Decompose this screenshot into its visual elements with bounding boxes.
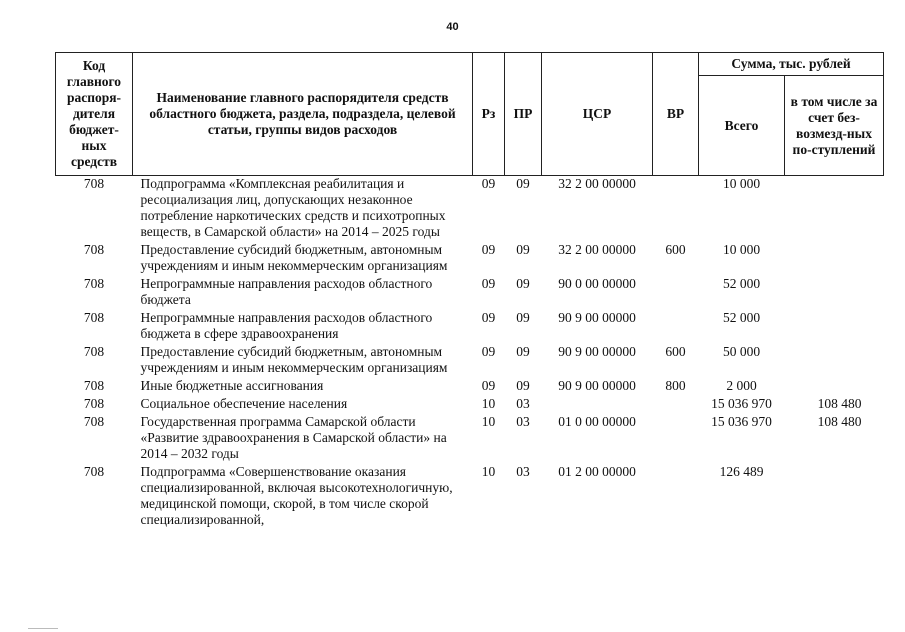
header-total: Всего <box>699 76 785 176</box>
cell-rz: 09 <box>481 242 496 257</box>
cell-code: 708 <box>83 396 105 411</box>
table-row <box>56 176 884 243</box>
cell-rz: 10 <box>481 396 496 411</box>
cell-vr: 600 <box>665 344 686 359</box>
cell-rz: 09 <box>481 378 496 393</box>
cell-pr: 03 <box>516 396 530 411</box>
cell-rz: 09 <box>481 276 496 291</box>
cell-csr: 90 9 00 00000 <box>558 310 636 325</box>
table-row <box>56 242 884 276</box>
cell-vr <box>653 414 699 464</box>
header-name: Наименование главного распорядителя средств областного бюджета, раздела, подраздела, целевой статьи, группы видов расходов <box>133 53 473 176</box>
cell-pr: 09 <box>516 344 530 359</box>
cell-vr: 600 <box>665 242 686 257</box>
cell-total: 2 000 <box>726 378 757 393</box>
cell-pr: 09 <box>516 310 530 325</box>
cell-csr: 01 2 00 00000 <box>558 464 636 479</box>
cell-free <box>785 242 884 276</box>
cell-code: 708 <box>83 176 105 191</box>
cell-vr <box>653 276 699 310</box>
cell-vr <box>653 396 699 414</box>
cell-name: Подпрограмма «Совершенствование оказания специализированной, включая высокотехнологичную, медицинской помощи, скорой, в том числе скорой специализированной, <box>140 464 453 527</box>
cell-pr: 09 <box>516 176 530 191</box>
scan-edge-mark <box>28 628 58 629</box>
cell-free <box>785 176 884 243</box>
cell-csr: 90 9 00 00000 <box>558 344 636 359</box>
header-free: в том числе за счет без-возмезд-ных по-ступлений <box>785 76 884 176</box>
header-csr: ЦСР <box>542 53 653 176</box>
cell-name: Подпрограмма «Комплексная реабилитация и ресоциализация лиц, допускающих незаконное потребление наркотических средств и психотропных веществ, в Самарской области» на 2014 – 2025 годы <box>140 176 446 239</box>
cell-vr <box>653 176 699 243</box>
cell-name: Предоставление субсидий бюджетным, автономным учреждениям и иным некоммерческим организациям <box>140 242 448 273</box>
cell-free <box>785 310 884 344</box>
cell-csr: 90 9 00 00000 <box>558 378 636 393</box>
header-vr: ВР <box>653 53 699 176</box>
cell-code: 708 <box>83 310 105 325</box>
cell-csr: 32 2 00 00000 <box>558 242 636 257</box>
cell-code: 708 <box>83 414 105 429</box>
cell-rz: 09 <box>481 176 496 191</box>
cell-total: 15 036 970 <box>711 396 772 411</box>
cell-csr: 01 0 00 00000 <box>558 414 636 429</box>
cell-vr: 800 <box>665 378 686 393</box>
cell-total: 15 036 970 <box>711 414 772 429</box>
table-row <box>56 344 884 378</box>
cell-pr: 09 <box>516 378 530 393</box>
cell-code: 708 <box>83 242 105 257</box>
cell-pr: 09 <box>516 276 530 291</box>
cell-free: 108 480 <box>817 414 862 429</box>
table-header <box>56 53 884 176</box>
cell-code: 708 <box>83 378 105 393</box>
cell-total: 126 489 <box>719 464 764 479</box>
table-row <box>56 310 884 344</box>
cell-free <box>785 276 884 310</box>
cell-total: 10 000 <box>722 176 761 191</box>
cell-rz: 10 <box>481 414 496 429</box>
cell-csr: 32 2 00 00000 <box>558 176 636 191</box>
cell-rz: 10 <box>481 464 496 479</box>
cell-total: 52 000 <box>722 310 761 325</box>
cell-rz: 09 <box>481 310 496 325</box>
header-sum-group: Сумма, тыс. рублей <box>699 53 884 76</box>
header-code: Код главного распоря-дителя бюджет-ных средств <box>56 53 133 176</box>
cell-csr <box>542 396 653 414</box>
cell-code: 708 <box>83 344 105 359</box>
cell-csr: 90 0 00 00000 <box>558 276 636 291</box>
cell-code: 708 <box>83 464 105 479</box>
cell-name: Непрограммные направления расходов областного бюджета <box>140 276 433 307</box>
cell-code: 708 <box>83 276 105 291</box>
cell-free <box>785 378 884 396</box>
table-row <box>56 414 884 464</box>
cell-free <box>785 344 884 378</box>
cell-name: Иные бюджетные ассигнования <box>140 378 324 393</box>
table-row <box>56 276 884 310</box>
page-number: 40 <box>446 21 459 33</box>
table-row <box>56 396 884 414</box>
table-row <box>56 464 884 530</box>
cell-total: 52 000 <box>722 276 761 291</box>
cell-pr: 09 <box>516 242 530 257</box>
cell-name: Непрограммные направления расходов областного бюджета в сфере здравоохранения <box>140 310 433 341</box>
cell-name: Социальное обеспечение населения <box>140 396 348 411</box>
cell-total: 50 000 <box>722 344 761 359</box>
cell-vr <box>653 464 699 530</box>
header-pr: ПР <box>505 53 542 176</box>
budget-table <box>55 52 884 530</box>
cell-vr <box>653 310 699 344</box>
cell-rz: 09 <box>481 344 496 359</box>
table-row <box>56 378 884 396</box>
cell-free <box>785 464 884 530</box>
cell-name: Государственная программа Самарской области «Развитие здравоохранения в Самарской области» на 2014 – 2032 годы <box>140 414 447 461</box>
cell-free: 108 480 <box>817 396 862 411</box>
cell-pr: 03 <box>516 464 530 479</box>
cell-total: 10 000 <box>722 242 761 257</box>
cell-pr: 03 <box>516 414 530 429</box>
header-rz: Рз <box>473 53 505 176</box>
cell-name: Предоставление субсидий бюджетным, автономным учреждениям и иным некоммерческим организациям <box>140 344 448 375</box>
